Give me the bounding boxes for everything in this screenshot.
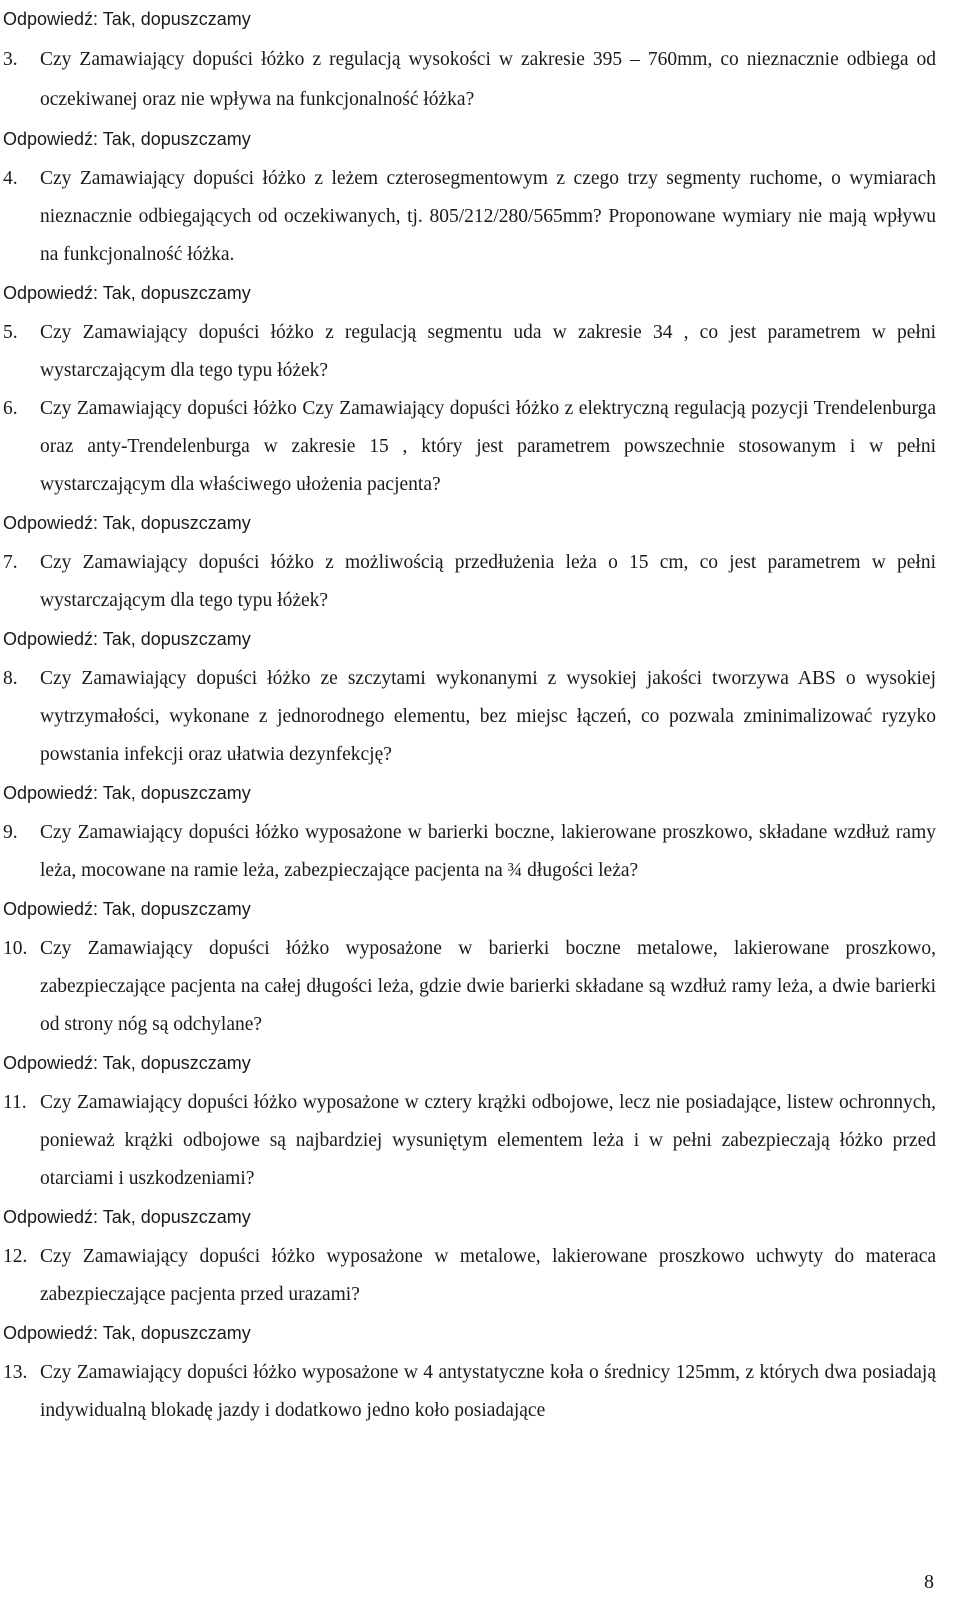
question-number: 5. (3, 322, 18, 343)
question-text: Czy Zamawiający dopuści łóżko ze szczytami wykonanymi z wysokiej jakości tworzywa ABS o wysokiej wytrzymałości, wykonane z jednorodnego elementu, bez miejsc łączeń, co pozwala zminimalizować ryzyko powstania infekcji oraz ułatwia dezynfekcję? (40, 668, 936, 765)
question-text: Czy Zamawiający dopuści łóżko wyposażone w 4 antystatyczne koła o średnicy 125mm, z których dwa posiadają indywidualną blokadę jazdy i dodatkowo jedno koło posiadające (40, 1362, 936, 1421)
question-6 (0, 390, 960, 504)
question-8 (0, 660, 960, 774)
answer-top: Odpowiedź: Tak, dopuszczamy (3, 9, 251, 29)
answer-8: Odpowiedź: Tak, dopuszczamy (3, 783, 251, 803)
question-number: 12. (3, 1246, 28, 1267)
question-3 (0, 40, 960, 120)
question-text: Czy Zamawiający dopuści łóżko z możliwością przedłużenia leża o 15 cm, co jest parametrem w pełni wystarczającym dla tego typu łóżek? (40, 552, 936, 611)
question-7 (0, 544, 960, 620)
question-4 (0, 160, 960, 274)
question-text: Czy Zamawiający dopuści łóżko z regulacją wysokości w zakresie 395 – 760mm, co nieznacznie odbiega od oczekiwanej oraz nie wpływa na funkcjonalność łóżka? (40, 49, 936, 110)
answer-12: Odpowiedź: Tak, dopuszczamy (3, 1323, 251, 1343)
question-number: 6. (3, 398, 18, 419)
question-13 (0, 1354, 960, 1430)
question-text: Czy Zamawiający dopuści łóżko wyposażone w barierki boczne metalowe, lakierowane proszkowo, zabezpieczające pacjenta na całej długości leża, gdzie dwie barierki składane są wzdłuż ramy leża, a dwie barierki od strony nóg są odchylane? (40, 938, 936, 1035)
answer-3: Odpowiedź: Tak, dopuszczamy (3, 129, 251, 149)
answer-6: Odpowiedź: Tak, dopuszczamy (3, 513, 251, 533)
question-5 (0, 314, 960, 390)
question-number: 7. (3, 552, 18, 573)
answer-9: Odpowiedź: Tak, dopuszczamy (3, 899, 251, 919)
question-text: Czy Zamawiający dopuści łóżko z leżem czterosegmentowym z czego trzy segmenty ruchome, o wymiarach nieznacznie odbiegających od oczekiwanych, tj. 805/212/280/565mm? Proponowane wymiary nie mają wpływu na funkcjonalność łóżka. (40, 168, 936, 265)
question-number: 11. (3, 1092, 27, 1113)
page-number: 8 (924, 1571, 934, 1593)
question-11 (0, 1084, 960, 1198)
question-text: Czy Zamawiający dopuści łóżko wyposażone w cztery krążki odbojowe, lecz nie posiadające, listew ochronnych, ponieważ krążki odbojowe są najbardziej wysuniętym elementem leża i w pełni zabezpieczają łóżko przed otarciami i uszkodzeniami? (40, 1092, 936, 1189)
question-number: 9. (3, 822, 18, 843)
question-number: 13. (3, 1362, 28, 1383)
answer-11: Odpowiedź: Tak, dopuszczamy (3, 1207, 251, 1227)
question-text: Czy Zamawiający dopuści łóżko z regulacją segmentu uda w zakresie 34 , co jest parametrem w pełni wystarczającym dla tego typu łóżek? (40, 322, 936, 381)
answer-4: Odpowiedź: Tak, dopuszczamy (3, 283, 251, 303)
question-12 (0, 1238, 960, 1314)
question-number: 8. (3, 668, 18, 689)
answer-10: Odpowiedź: Tak, dopuszczamy (3, 1053, 251, 1073)
question-text: Czy Zamawiający dopuści łóżko Czy Zamawiający dopuści łóżko z elektryczną regulacją pozycji Trendelenburga oraz anty-Trendelenburga w zakresie 15 , który jest parametrem powszechnie stosowanym i w pełni wystarczającym dla właściwego ułożenia pacjenta? (40, 398, 936, 495)
question-text: Czy Zamawiający dopuści łóżko wyposażone w metalowe, lakierowane proszkowo uchwyty do materaca zabezpieczające pacjenta przed urazami? (40, 1246, 936, 1305)
answer-7: Odpowiedź: Tak, dopuszczamy (3, 629, 251, 649)
question-number: 3. (3, 49, 18, 70)
question-9 (0, 814, 960, 890)
question-10 (0, 930, 960, 1044)
question-number: 10. (3, 938, 28, 959)
question-text: Czy Zamawiający dopuści łóżko wyposażone w barierki boczne, lakierowane proszkowo, składane wzdłuż ramy leża, mocowane na ramie leża, zabezpieczające pacjenta na ¾ długości leża? (40, 822, 936, 881)
question-number: 4. (3, 168, 18, 189)
